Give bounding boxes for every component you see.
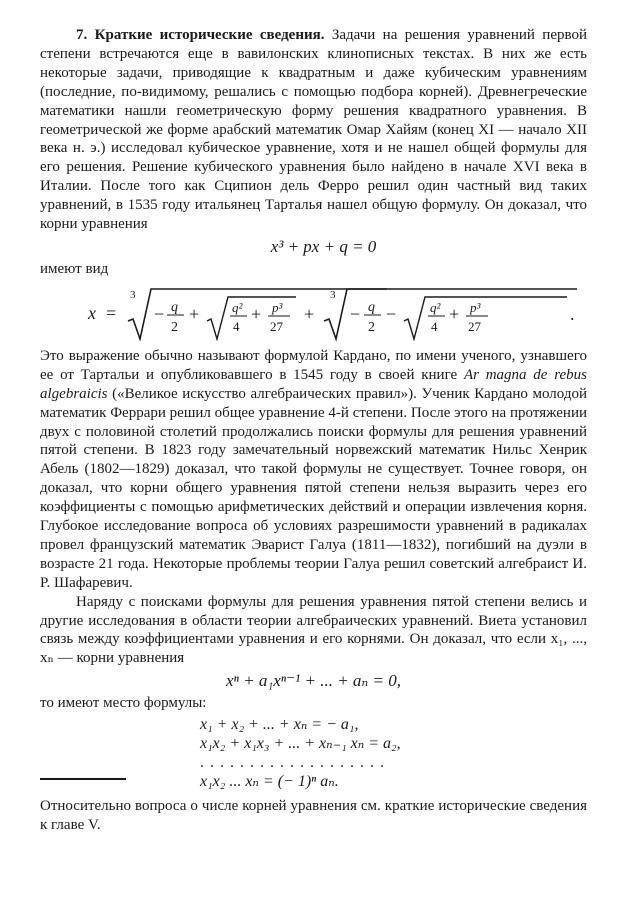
- cube-index-2: 3: [330, 288, 336, 301]
- formula-x: x: [88, 302, 96, 323]
- q2-num-2: q²: [430, 299, 441, 315]
- plus-1: +: [189, 303, 200, 324]
- vieta-dots: ...................: [200, 754, 390, 772]
- twentyseven-den-2: 27: [468, 318, 481, 334]
- plus-4: +: [449, 303, 460, 324]
- formula-equals: =: [106, 302, 117, 323]
- four-den-2: 4: [431, 318, 438, 334]
- general-equation: xⁿ + a₁xⁿ⁻¹ + ... + aₙ = 0,: [225, 670, 402, 690]
- cube-index-1: 3: [130, 288, 136, 301]
- two-den-1: 2: [171, 319, 178, 335]
- twentyseven-den-1: 27: [270, 318, 283, 334]
- paragraph-final: Относительно вопроса о числе корней уравнения см. краткие исторические сведения к главе V.: [40, 798, 587, 834]
- cubic-equation: x³ + px + q = 0: [270, 236, 377, 256]
- p3-num-1: p³: [272, 299, 283, 315]
- q-num-1: q: [171, 299, 178, 315]
- section-heading: 7. Краткие исторические сведения.: [76, 27, 325, 43]
- q2-num-1: q²: [232, 299, 243, 315]
- radical-sign-4: [404, 297, 567, 339]
- formula-period: .: [570, 303, 575, 324]
- four-den-1: 4: [233, 318, 240, 334]
- paragraph-intro: [40, 26, 587, 234]
- plus-2: +: [251, 303, 262, 324]
- vieta-line-1: x₁ + x₂ + ... + xₙ = − a₁,: [200, 716, 359, 734]
- paragraph-cardano-post: («Великое искусство алгебраических правил»). Ученик Кардано молодой математик Феррари решил общее уравнение 4-й степени. После этого на протяжении двух с половиной столетий продолжались поиски формулы для решения уравнений пятой степени. В 1823 году замечательный норвежский математик Нильс Хенрик Абель (1802—1829) доказал, что такой формулы не существует. Точнее говоря, он доказал, что корни общего уравнения пятой степени нельзя выразить через его коэффициенты с помощью арифметических действий и операции извлечения корня. Глубокое исследование вопроса об условиях разрешимости уравнений в радикалах провел французский математик Эварист Галуа (1811—1832), погибший на дуэли в возрасте 21 года. Некоторые проблемы теории Галуа решил советский алгебраист И. Р. Шафаревич.: [40, 385, 588, 591]
- two-den-2: 2: [368, 319, 375, 335]
- vieta-line-2: x₁x₂ + x₁x₃ + ... + xₙ₋₁ xₙ = a₂,: [200, 735, 401, 753]
- book-title: Ar magna de rebus algebraicis: [40, 366, 587, 402]
- p3-num-2: p³: [470, 299, 481, 315]
- plus-3: +: [304, 303, 315, 324]
- paragraph-cardano: [40, 347, 587, 593]
- paragraph-intro-text: Задачи на решения уравнений первой степени встречаются еще в вавилонских клинописных текстах. В них же есть некоторые задачи, приводящие к квадратным и даже кубическим уравнениям (последние, по-видимому, решались с помощью подбора корней). Древнегреческие математики нашли геометрическую форму решения квадратного уравнения. В геометрической же форме арабский математик Омар Хайям (конец XI — начало XII века н. э.) исследовал кубическое уравнение, хотя и не нашел общей формулы для его решения. Решение кубического уравнения было найдено в начале XVI века в Италии. После того как Сципион дель Ферро решил один частный вид таких уравнений, в 1535 году итальянец Тарталья нашел общую формулу. Он доказал, что корни уравнения: [40, 27, 587, 233]
- minus-3: −: [386, 303, 397, 324]
- lead-formulas-text: то имеют место формулы:: [40, 695, 207, 712]
- vieta-line-4: x₁x₂ ... xₙ = (− 1)ⁿ aₙ.: [200, 773, 339, 791]
- q-num-2: q: [368, 299, 375, 315]
- vieta-formulas: [200, 715, 587, 791]
- page-text: [40, 26, 587, 835]
- minus-1: −: [154, 303, 165, 324]
- lead-view-text: имеют вид: [40, 260, 109, 277]
- paragraph-cardano-pre: Это выражение обычно называют формулой Кардано, по имени ученого, узнавшего ее от Тартальи и опубликовавшего в 1545 году в своей книге: [40, 347, 587, 383]
- footnote-rule: [40, 778, 126, 780]
- minus-2: −: [350, 303, 361, 324]
- paragraph-vieta: Наряду с поисками формулы для решения уравнения пятой степени велись и другие исследования в области теории алгебраических уравнений. Виета установил связь между коэффициентами уравнения и его корнями. Он доказал, что если x₁, ..., xₙ — корни уравнения: [40, 593, 587, 667]
- cardano-formula: [32, 283, 592, 345]
